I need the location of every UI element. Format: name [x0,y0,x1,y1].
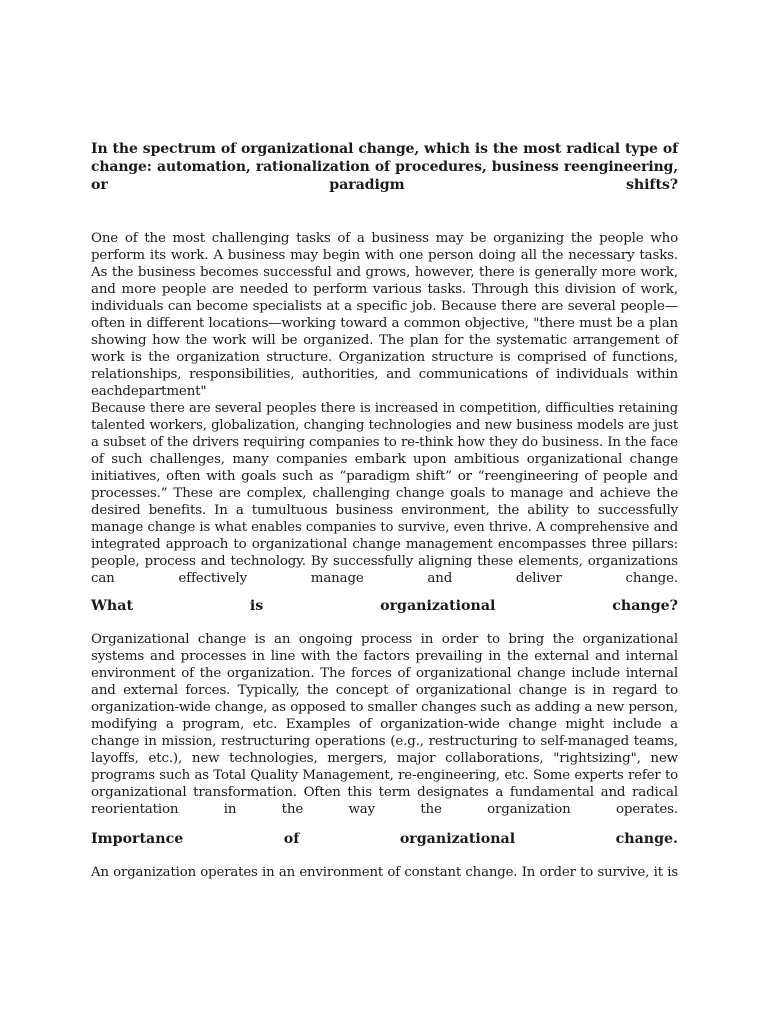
section-heading-importance [91,830,678,848]
paragraph-line: can effectively manage and deliver change. [91,571,678,586]
question-line: or paradigm shifts? [91,177,678,193]
paragraph-line: and more people are needed to perform various tasks. Through this division of work, [91,282,678,297]
paragraph-drivers [91,400,678,587]
paragraph-line: people, process and technology. By successfully aligning these elements, organizations [91,554,678,569]
section-heading-what-is [91,597,678,615]
paragraph-line: modifying a program, etc. Examples of organization-wide change might include a [91,717,678,732]
paragraph-line: often in different locations—working toward a common objective, "there must be a plan [91,316,678,331]
question-line: change: automation, rationalization of procedures, business reengineering, [91,159,678,175]
document-page [91,140,678,881]
paragraph-line: change in mission, restructuring operations (e.g., restructuring to self-managed teams, [91,734,678,749]
paragraph-line: Organizational change is an ongoing process in order to bring the organizational [91,632,678,647]
paragraph-line: manage change is what enables companies to survive, even thrive. A comprehensive and [91,520,678,535]
section-heading-text: What is organizational change? [91,598,678,614]
paragraph-line: and external forces. Typically, the concept of organizational change is in regard to [91,683,678,698]
paragraph-line: programs such as Total Quality Management, re-engineering, etc. Some experts refer to [91,768,678,783]
paragraph-line: individuals can become specialists at a specific job. Because there are several people— [91,299,678,314]
paragraph-line: work is the organization structure. Organization structure is comprised of functions, [91,350,678,365]
paragraph-line: layoffs, etc.), new technologies, mergers, major collaborations, "rightsizing", new [91,751,678,766]
question-line: In the spectrum of organizational change, which is the most radical type of [91,141,678,157]
paragraph-line: a subset of the drivers requiring companies to re-think how they do business. In the face [91,435,678,450]
question-heading [91,140,678,194]
paragraph-line: One of the most challenging tasks of a business may be organizing the people who [91,231,678,246]
paragraph-line: desired benefits. In a tumultuous business environment, the ability to successfully [91,503,678,518]
paragraph-line: integrated approach to organizational change management encompasses three pillars: [91,537,678,552]
paragraph-line: As the business becomes successful and grows, however, there is generally more work, [91,265,678,280]
paragraph-line: processes.” These are complex, challenging change goals to manage and achieve the [91,486,678,501]
paragraph-line: initiatives, often with goals such as “paradigm shift” or “reengineering of people and [91,469,678,484]
paragraph-line: organization-wide change, as opposed to smaller changes such as adding a new person, [91,700,678,715]
paragraph-definition [91,631,678,818]
paragraph-line: organizational transformation. Often this term designates a fundamental and radical [91,785,678,800]
paragraph-line: relationships, responsibilities, authorities, and communications of individuals within [91,367,678,382]
paragraph-line: of such challenges, many companies embark upon ambitious organizational change [91,452,678,467]
paragraph-line: environment of the organization. The forces of organizational change include internal [91,666,678,681]
paragraph-intro [91,230,678,400]
paragraph-line: An organization operates in an environment of constant change. In order to survive, it is [91,865,678,880]
paragraph-line: showing how the work will be organized. The plan for the systematic arrangement of [91,333,678,348]
paragraph-line: talented workers, globalization, changing technologies and new business models are just [91,418,678,433]
paragraph-line: perform its work. A business may begin with one person doing all the necessary tasks. [91,248,678,263]
paragraph-line: eachdepartment" [91,384,207,399]
paragraph-line: Because there are several peoples there is increased in competition, difficulties retaining [91,401,678,416]
paragraph-line: systems and processes in line with the factors prevailing in the external and internal [91,649,678,664]
section-heading-text: Importance of organizational change. [91,831,678,847]
paragraph-line: reorientation in the way the organization operates. [91,802,678,817]
paragraph-importance [91,864,678,881]
